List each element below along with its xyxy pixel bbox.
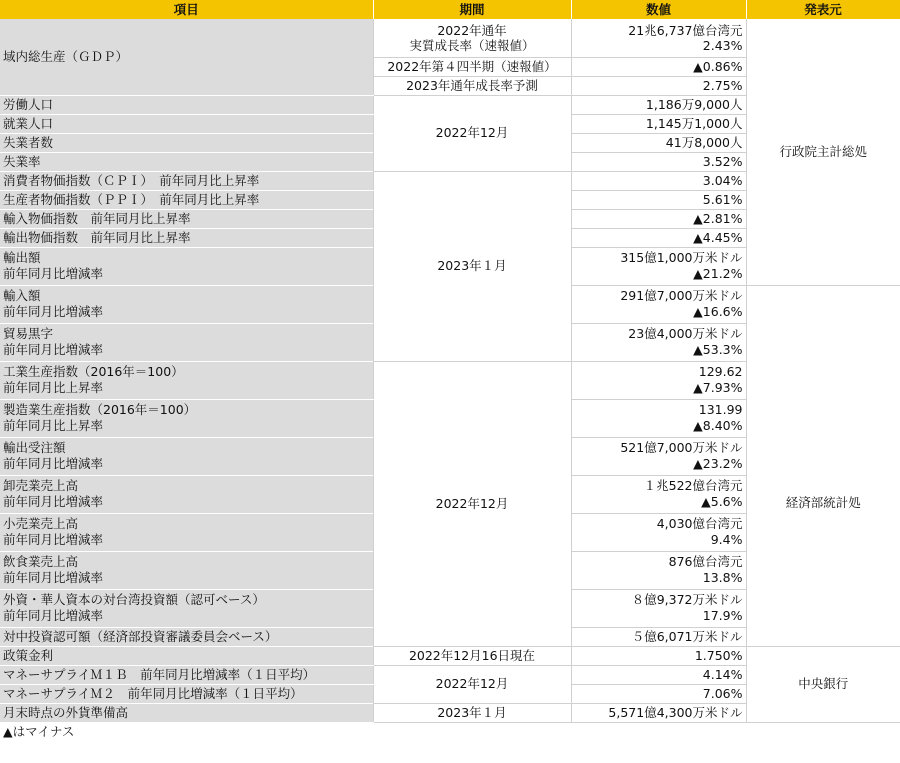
item-cell: 輸出受注額 前年同月比増減率 <box>0 437 373 475</box>
period-cell: 2022年12月16日現在 <box>373 646 571 665</box>
value-cell: ▲0.86% <box>571 57 746 76</box>
value-cell: ▲2.81% <box>571 209 746 228</box>
header-value: 数値 <box>571 0 746 19</box>
value-cell: 876億台湾元 13.8% <box>571 551 746 589</box>
table-row <box>0 19 900 57</box>
value-cell: 131.99 ▲8.40% <box>571 399 746 437</box>
header-row <box>0 0 900 19</box>
period-cell: 2022年12月 <box>373 95 571 171</box>
source-cell: 中央銀行 <box>746 646 900 722</box>
value-cell: ８億9,372万米ドル 17.9% <box>571 589 746 627</box>
period-cell: 2023年１月 <box>373 171 571 361</box>
item-cell: 就業人口 <box>0 114 373 133</box>
item-cell: マネーサプライＭ１Ｂ 前年同月比増減率（１日平均） <box>0 665 373 684</box>
value-cell: 2.75% <box>571 76 746 95</box>
item-cell: 工業生産指数（2016年＝100） 前年同月比上昇率 <box>0 361 373 399</box>
item-cell: 失業率 <box>0 152 373 171</box>
item-cell: 月末時点の外貨準備高 <box>0 703 373 722</box>
item-cell: 飲食業売上高 前年同月比増減率 <box>0 551 373 589</box>
item-cell: 輸出物価指数 前年同月比上昇率 <box>0 228 373 247</box>
item-cell: 卸売業売上高 前年同月比増減率 <box>0 475 373 513</box>
value-cell: 315億1,000万米ドル ▲21.2% <box>571 247 746 285</box>
value-cell: ５億6,071万米ドル <box>571 627 746 646</box>
value-cell: 41万8,000人 <box>571 133 746 152</box>
value-cell: 291億7,000万米ドル ▲16.6% <box>571 285 746 323</box>
source-cell: 行政院主計総処 <box>746 19 900 285</box>
item-cell: 生産者物価指数（ＰＰＩ） 前年同月比上昇率 <box>0 190 373 209</box>
item-cell: 輸入額 前年同月比増減率 <box>0 285 373 323</box>
period-cell: 2023年通年成長率予測 <box>373 76 571 95</box>
value-cell: 1,145万1,000人 <box>571 114 746 133</box>
item-cell: 輸入物価指数 前年同月比上昇率 <box>0 209 373 228</box>
header-item: 項目 <box>0 0 373 19</box>
value-cell: 21兆6,737億台湾元 2.43% <box>571 19 746 57</box>
value-cell: 521億7,000万米ドル ▲23.2% <box>571 437 746 475</box>
item-cell: 労働人口 <box>0 95 373 114</box>
item-cell: 消費者物価指数（ＣＰＩ） 前年同月比上昇率 <box>0 171 373 190</box>
value-cell: 23億4,000万米ドル ▲53.3% <box>571 323 746 361</box>
item-cell: 失業者数 <box>0 133 373 152</box>
item-cell: 対中投資認可額（経済部投資審議委員会ベース） <box>0 627 373 646</box>
table-row <box>0 361 900 399</box>
source-cell: 経済部統計処 <box>746 361 900 646</box>
item-cell: 域内総生産（ＧＤＰ） <box>0 19 373 95</box>
item-cell: 政策金利 <box>0 646 373 665</box>
value-cell: １兆522億台湾元 ▲5.6% <box>571 475 746 513</box>
value-cell: 1.750% <box>571 646 746 665</box>
header-source: 発表元 <box>746 0 900 19</box>
value-cell: ▲4.45% <box>571 228 746 247</box>
value-cell: 5.61% <box>571 190 746 209</box>
value-cell: 129.62 ▲7.93% <box>571 361 746 399</box>
table-row <box>0 646 900 665</box>
header-period: 期間 <box>373 0 571 19</box>
value-cell: 3.52% <box>571 152 746 171</box>
item-cell: 小売業売上高 前年同月比増減率 <box>0 513 373 551</box>
value-cell: 4,030億台湾元 9.4% <box>571 513 746 551</box>
value-cell: 5,571億4,300万米ドル <box>571 703 746 722</box>
value-cell: 4.14% <box>571 665 746 684</box>
item-cell: 輸出額 前年同月比増減率 <box>0 247 373 285</box>
item-cell: 貿易黒字 前年同月比増減率 <box>0 323 373 361</box>
footnote: ▲はマイナス <box>3 723 75 739</box>
item-cell: 製造業生産指数（2016年＝100） 前年同月比上昇率 <box>0 399 373 437</box>
value-cell: 7.06% <box>571 684 746 703</box>
period-cell: 2022年12月 <box>373 361 571 646</box>
period-cell: 2022年通年 実質成長率（速報値） <box>373 19 571 57</box>
value-cell: 1,186万9,000人 <box>571 95 746 114</box>
period-cell: 2022年12月 <box>373 665 571 703</box>
period-cell: 2022年第４四半期（速報値） <box>373 57 571 76</box>
period-cell: 2023年１月 <box>373 703 571 722</box>
item-cell: 外資・華人資本の対台湾投資額（認可ベース） 前年同月比増減率 <box>0 589 373 627</box>
item-cell: マネーサプライＭ２ 前年同月比増減率（１日平均） <box>0 684 373 703</box>
value-cell: 3.04% <box>571 171 746 190</box>
